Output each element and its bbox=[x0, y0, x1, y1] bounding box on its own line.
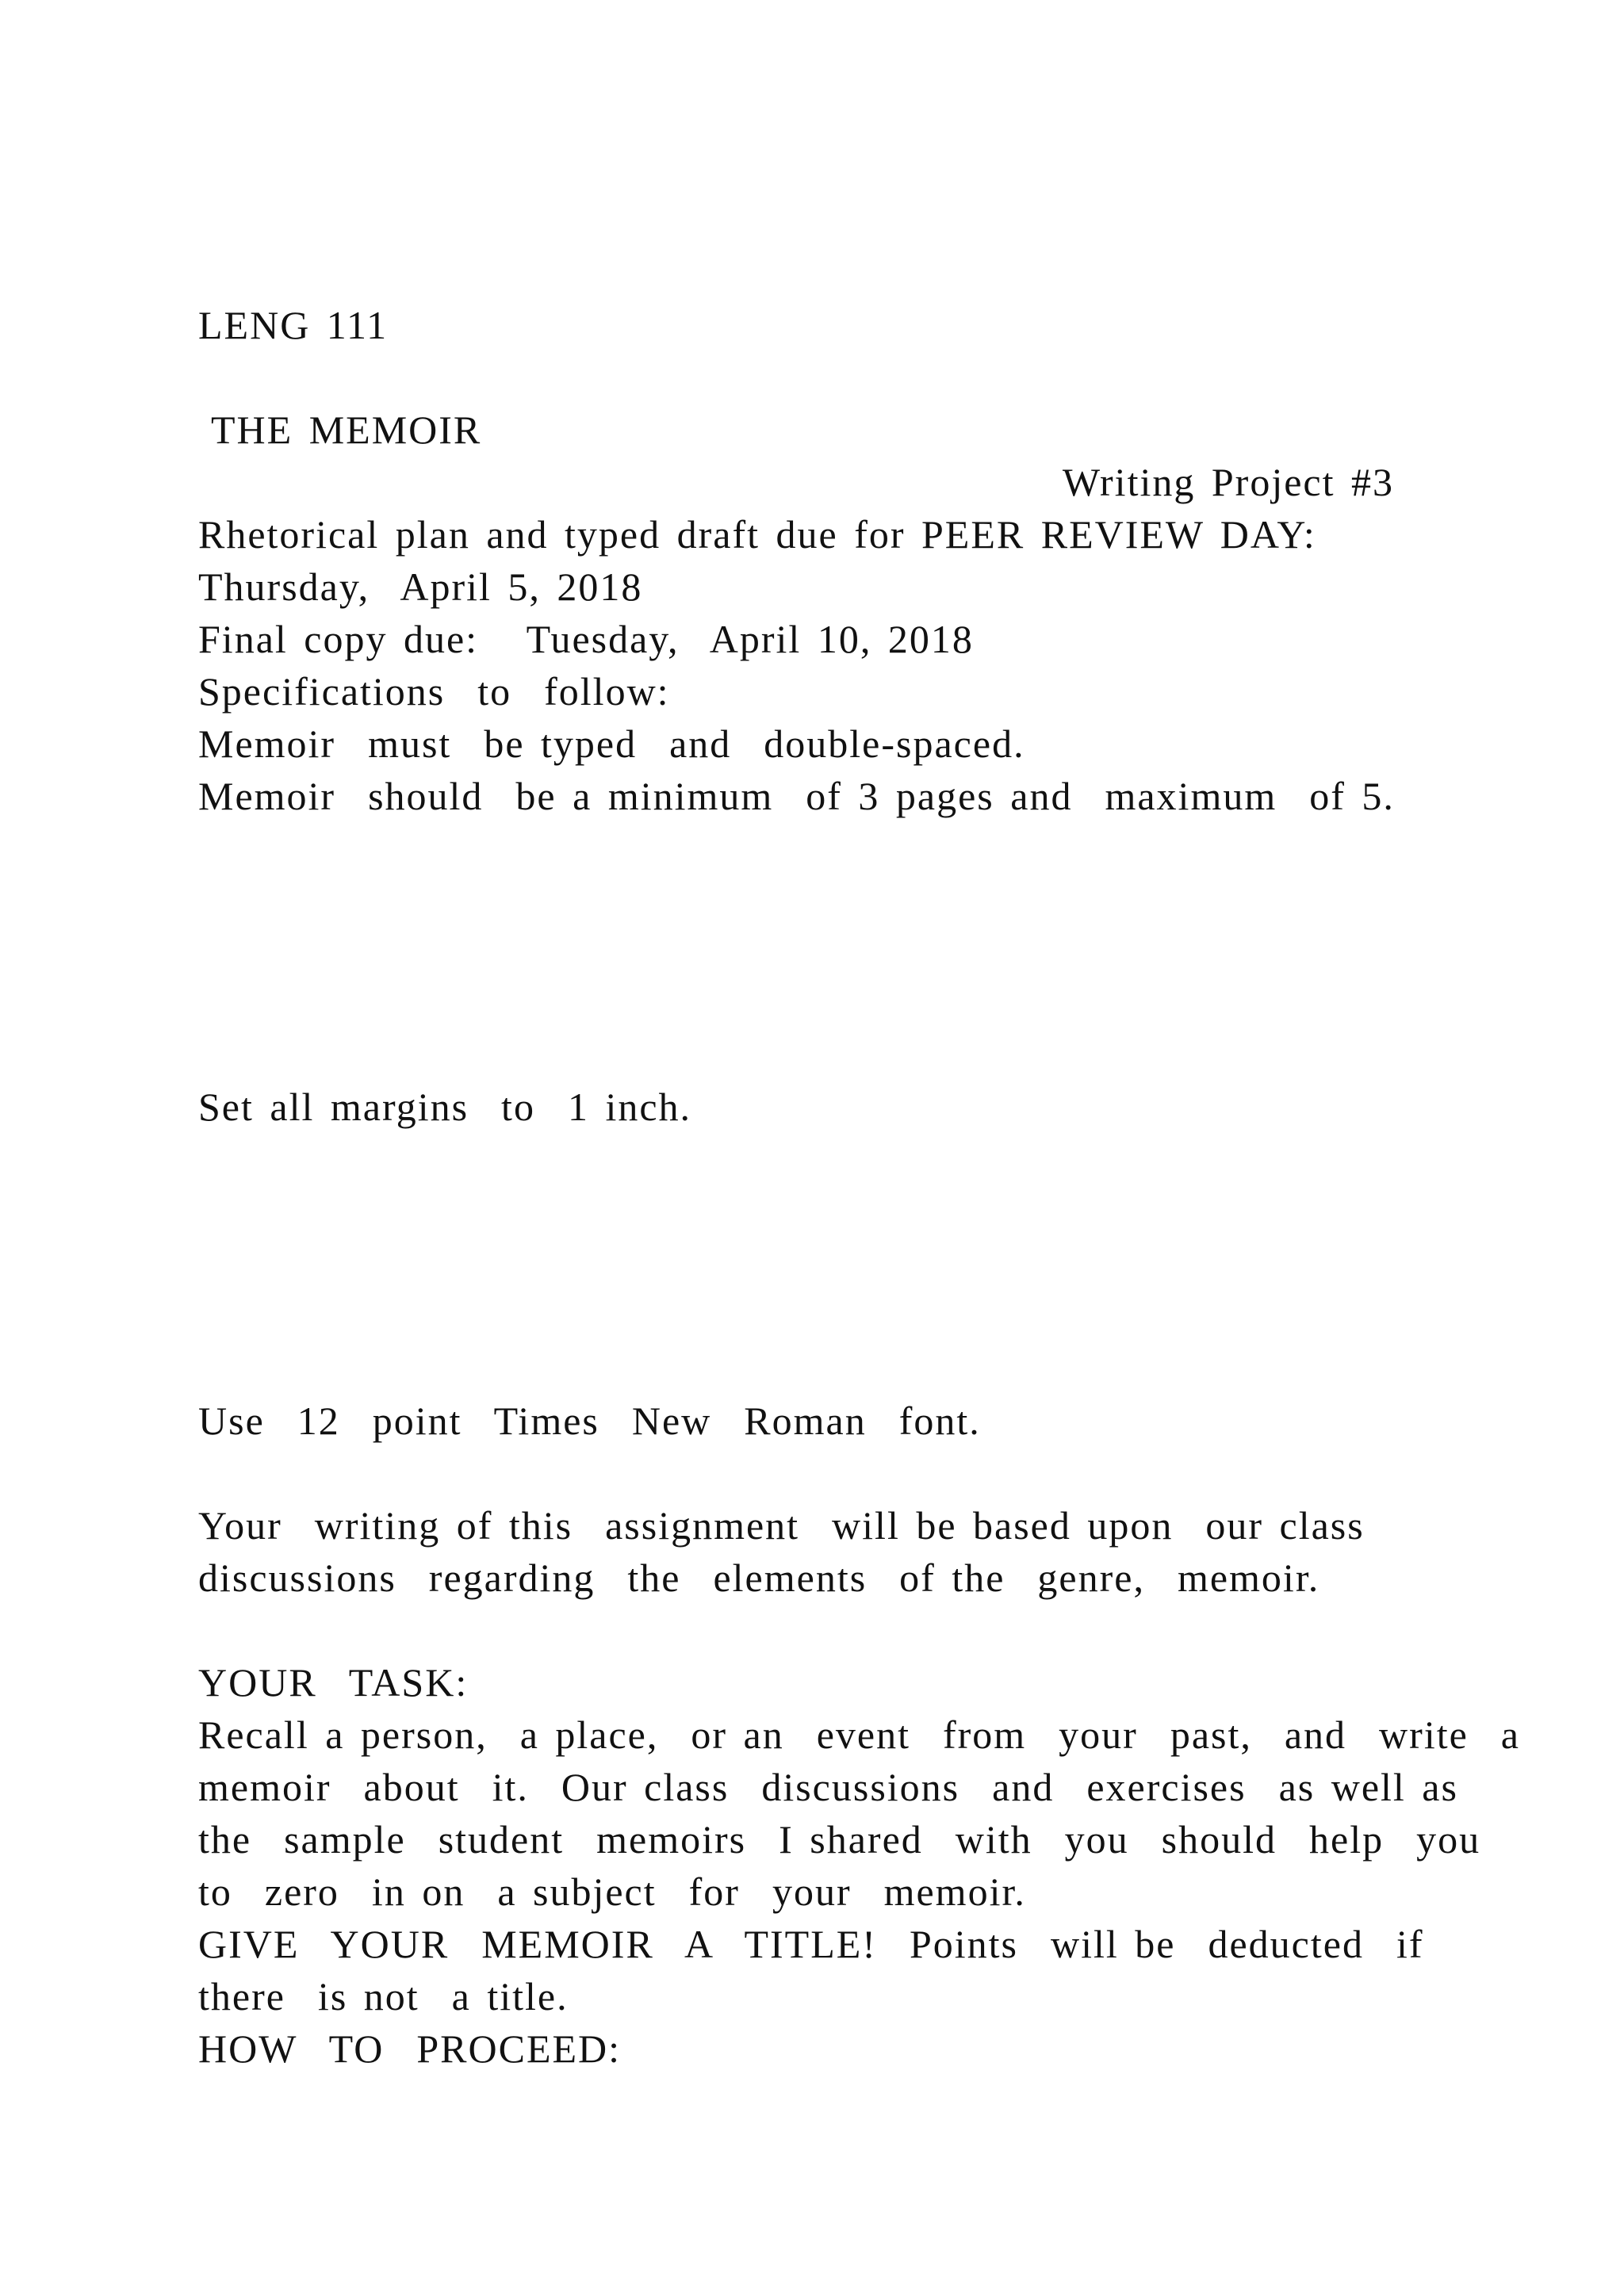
task-line: to zero in on a subject for your memoir. bbox=[198, 1869, 1026, 1914]
final-copy-due: Final copy due: Tuesday, April 10, 2018 bbox=[198, 617, 974, 661]
course-code: LENG 111 bbox=[198, 303, 389, 347]
task-line: the sample student memoirs I shared with you should help you bbox=[198, 1817, 1481, 1862]
task-heading: YOUR TASK: bbox=[198, 1660, 469, 1705]
intro-line: discussions regarding the elements of the genre, memoir. bbox=[198, 1556, 1320, 1600]
proceed-heading: HOW TO PROCEED: bbox=[198, 2026, 622, 2071]
intro-line: Your writing of this assignment will be based upon our class bbox=[198, 1503, 1365, 1548]
task-line: there is not a title. bbox=[198, 1974, 569, 2019]
specifications-heading: Specifications to follow: bbox=[198, 669, 670, 714]
task-line: memoir about it. Our class discussions and exercises as well as bbox=[198, 1765, 1458, 1809]
spec-item: Set all margins to 1 inch. bbox=[198, 1085, 692, 1129]
peer-review-due: Rhetorical plan and typed draft due for PEER REVIEW DAY: bbox=[198, 512, 1316, 557]
project-label: Writing Project #3 bbox=[1062, 460, 1394, 504]
spec-item: Memoir must be typed and double-spaced. bbox=[198, 721, 1025, 766]
task-line: GIVE YOUR MEMOIR A TITLE! Points will be deducted if bbox=[198, 1922, 1424, 1966]
document-title: THE MEMOIR bbox=[211, 408, 482, 452]
spec-item: Use 12 point Times New Roman font. bbox=[198, 1399, 981, 1443]
peer-review-date: Thursday, April 5, 2018 bbox=[198, 564, 643, 609]
spec-item: Memoir should be a minimum of 3 pages and maximum of 5. bbox=[198, 774, 1395, 818]
task-line: Recall a person, a place, or an event from your past, and write a bbox=[198, 1712, 1520, 1757]
